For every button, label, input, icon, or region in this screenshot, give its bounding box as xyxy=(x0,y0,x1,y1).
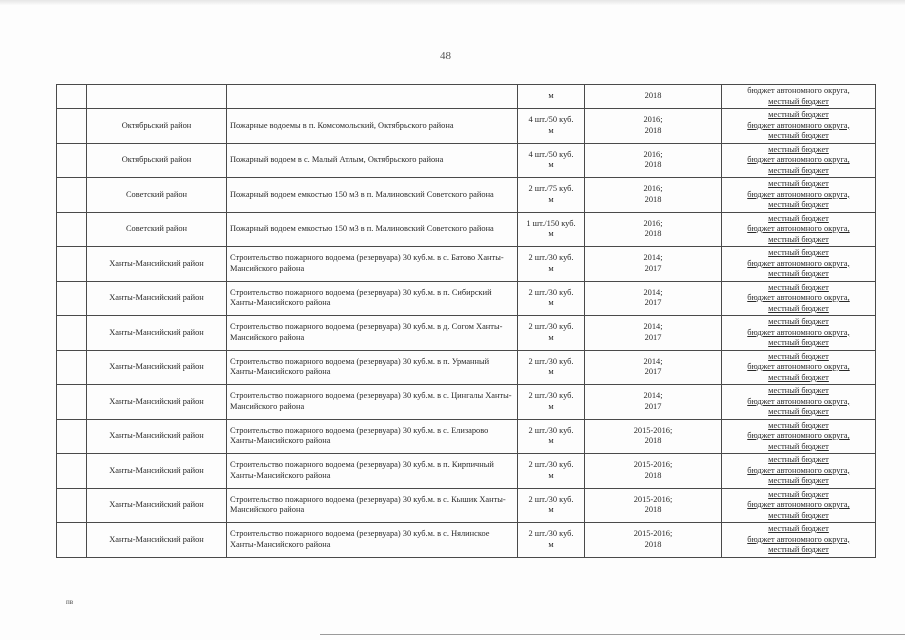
cell-years xyxy=(585,350,722,385)
cell-object: Пожарный водоем емкостью 150 м3 в п. Малиновский Советского района xyxy=(227,178,518,213)
years-line: 2014; xyxy=(643,287,663,297)
funding-line: местный бюджет xyxy=(768,269,829,278)
cell-funding-source xyxy=(722,419,876,454)
quantity-unit: м xyxy=(548,263,554,273)
table-row xyxy=(57,488,876,523)
funding-line: местный бюджет xyxy=(768,476,829,485)
quantity-unit: м xyxy=(548,401,554,411)
funding-line: местный бюджет xyxy=(768,351,829,361)
years-line: 2015-2016; xyxy=(633,460,673,470)
cell-quantity xyxy=(518,247,585,282)
funding-line: бюджет автономного округа, xyxy=(747,465,850,475)
cell-quantity xyxy=(518,178,585,213)
cell-years xyxy=(585,212,722,247)
cell-district: Ханты-Мансийский район xyxy=(87,247,227,282)
cell-quantity xyxy=(518,212,585,247)
quantity-value: 2 шт./30 куб. xyxy=(528,494,574,504)
quantity-unit: м xyxy=(548,539,554,549)
years-line: 2015-2016; xyxy=(633,529,673,539)
quantity-unit: м xyxy=(548,194,554,204)
scan-edge-top xyxy=(0,0,905,6)
funding-line: бюджет автономного округа, xyxy=(747,189,850,199)
cell-district: Советский район xyxy=(87,212,227,247)
cell-district: Ханты-Мансийский район xyxy=(87,488,227,523)
cell-quantity xyxy=(518,143,585,178)
funding-line: бюджет автономного округа, xyxy=(747,500,850,509)
table-row xyxy=(57,454,876,489)
funding-line: местный бюджет xyxy=(768,545,829,554)
cell-years xyxy=(585,281,722,316)
cell-years xyxy=(585,247,722,282)
cell-number xyxy=(57,454,87,489)
cell-district: Ханты-Мансийский район xyxy=(87,385,227,420)
quantity-value: 2 шт./30 куб. xyxy=(528,529,574,539)
cell-object xyxy=(227,85,518,109)
funding-line: местный бюджет xyxy=(768,420,829,430)
cell-number xyxy=(57,178,87,213)
quantity-value: 4 шт./50 куб. xyxy=(528,115,574,125)
funding-line: местный бюджет xyxy=(768,144,829,154)
cell-number xyxy=(57,419,87,454)
cell-years xyxy=(585,316,722,351)
cell-district: Советский район xyxy=(87,178,227,213)
facilities-table xyxy=(56,84,876,558)
years-line: 2018 xyxy=(644,436,662,446)
funding-line: местный бюджет xyxy=(768,317,829,326)
cell-quantity xyxy=(518,523,585,558)
table-row xyxy=(57,212,876,247)
cell-number xyxy=(57,85,87,109)
funding-line: местный бюджет xyxy=(768,200,829,209)
cell-number xyxy=(57,385,87,420)
years-line: 2015-2016; xyxy=(633,425,673,435)
table-row xyxy=(57,109,876,144)
footer-mark: пв xyxy=(66,598,74,606)
years-line: 2015-2016; xyxy=(633,494,673,504)
cell-district: Ханты-Мансийский район xyxy=(87,523,227,558)
cell-years xyxy=(585,523,722,558)
scan-edge-bottom xyxy=(320,634,905,635)
years-line: 2018 xyxy=(644,229,662,239)
cell-funding-source xyxy=(722,454,876,489)
cell-number xyxy=(57,316,87,351)
funding-line: местный бюджет xyxy=(768,248,829,257)
quantity-value: 2 шт./30 куб. xyxy=(528,460,574,470)
years-line: 2016; xyxy=(643,149,663,159)
cell-quantity xyxy=(518,85,585,109)
cell-funding-source xyxy=(722,488,876,523)
funding-line: бюджет автономного округа, xyxy=(747,258,850,268)
quantity-unit: м xyxy=(548,367,554,377)
funding-line: местный бюджет xyxy=(768,455,829,464)
table-row xyxy=(57,523,876,558)
cell-funding-source xyxy=(722,385,876,420)
cell-years xyxy=(585,85,722,109)
quantity-unit: м xyxy=(548,470,554,480)
funding-line: местный бюджет xyxy=(768,338,829,347)
funding-line: местный бюджет xyxy=(768,510,829,520)
funding-line: бюджет автономного округа, xyxy=(747,396,850,406)
cell-object: Строительство пожарного водоема (резервуара) 30 куб.м. в с. Цингалы Ханты-Мансийского района xyxy=(227,385,518,420)
funding-line: местный бюджет xyxy=(768,234,829,244)
cell-object: Пожарный водоем емкостью 150 м3 в п. Малиновский Советского района xyxy=(227,212,518,247)
years-line: 2018 xyxy=(644,539,662,549)
funding-line: местный бюджет xyxy=(768,303,829,313)
cell-years xyxy=(585,488,722,523)
quantity-unit: м xyxy=(548,125,554,135)
cell-quantity xyxy=(518,488,585,523)
years-line: 2018 xyxy=(644,505,662,515)
years-line: 2017 xyxy=(644,332,662,342)
cell-district: Ханты-Мансийский район xyxy=(87,281,227,316)
years-line: 2018 xyxy=(644,125,662,135)
funding-line: бюджет автономного округа, xyxy=(747,86,850,95)
cell-funding-source xyxy=(722,143,876,178)
years-line: 2016; xyxy=(643,184,663,194)
funding-line: местный бюджет xyxy=(768,213,829,223)
years-line: 2017 xyxy=(644,401,662,411)
quantity-value: 4 шт./50 куб. xyxy=(528,149,574,159)
quantity-value: 2 шт./30 куб. xyxy=(528,391,574,401)
years-line: 2016; xyxy=(643,218,663,228)
table-row xyxy=(57,316,876,351)
cell-object: Строительство пожарного водоема (резервуара) 30 куб.м. в п. Сибирский Ханты-Мансийского района xyxy=(227,281,518,316)
cell-number xyxy=(57,488,87,523)
cell-years xyxy=(585,178,722,213)
funding-line: бюджет автономного округа, xyxy=(747,431,850,440)
cell-number xyxy=(57,350,87,385)
cell-district: Октябрьский район xyxy=(87,109,227,144)
funding-line: местный бюджет xyxy=(768,372,829,382)
funding-line: бюджет автономного округа, xyxy=(747,362,850,371)
cell-quantity xyxy=(518,350,585,385)
years-line: 2018 xyxy=(644,160,662,170)
cell-funding-source xyxy=(722,523,876,558)
cell-quantity xyxy=(518,419,585,454)
years-line: 2017 xyxy=(644,298,662,308)
table-row xyxy=(57,281,876,316)
quantity-unit: м xyxy=(548,436,554,446)
table-row xyxy=(57,385,876,420)
quantity-value: 2 шт./30 куб. xyxy=(528,287,574,297)
funding-line: местный бюджет xyxy=(768,407,829,416)
years-line: 2016; xyxy=(643,115,663,125)
cell-object: Строительство пожарного водоема (резервуара) 30 куб.м. в с. Батово Ханты-Мансийского района xyxy=(227,247,518,282)
table-row xyxy=(57,247,876,282)
funding-line: местный бюджет xyxy=(768,282,829,292)
funding-line: местный бюджет xyxy=(768,386,829,395)
funding-line: местный бюджет xyxy=(768,524,829,533)
cell-object: Строительство пожарного водоема (резервуара) 30 куб.м. в с. Нялинское Ханты-Мансийского района xyxy=(227,523,518,558)
funding-line: местный бюджет xyxy=(768,489,829,499)
cell-object: Строительство пожарного водоема (резервуара) 30 куб.м. в с. Елизарово Ханты-Мансийского района xyxy=(227,419,518,454)
cell-number xyxy=(57,523,87,558)
years-line: 2017 xyxy=(644,263,662,273)
cell-years xyxy=(585,419,722,454)
cell-quantity xyxy=(518,385,585,420)
cell-district: Ханты-Мансийский район xyxy=(87,350,227,385)
cell-funding-source xyxy=(722,316,876,351)
cell-object: Строительство пожарного водоема (резервуара) 30 куб.м. в с. Кышик Ханты-Мансийского района xyxy=(227,488,518,523)
cell-district xyxy=(87,85,227,109)
cell-number xyxy=(57,212,87,247)
quantity-value: 2 шт./75 куб. xyxy=(528,184,574,194)
cell-object: Пожарные водоемы в п. Комсомольский, Октябрьского района xyxy=(227,109,518,144)
funding-line: местный бюджет xyxy=(768,96,829,106)
cell-years xyxy=(585,454,722,489)
page-number: 48 xyxy=(440,50,451,62)
funding-line: местный бюджет xyxy=(768,110,829,119)
cell-object: Строительство пожарного водоема (резервуара) 30 куб.м. в п. Кирпичный Ханты-Мансийского района xyxy=(227,454,518,489)
funding-line: местный бюджет xyxy=(768,131,829,140)
funding-line: местный бюджет xyxy=(768,179,829,188)
cell-number xyxy=(57,109,87,144)
cell-funding-source xyxy=(722,109,876,144)
years-line: 2014; xyxy=(643,356,663,366)
quantity-value: 2 шт./30 куб. xyxy=(528,425,574,435)
quantity-value: 2 шт./30 куб. xyxy=(528,253,574,263)
funding-line: местный бюджет xyxy=(768,165,829,175)
quantity-unit: м xyxy=(548,332,554,342)
cell-funding-source xyxy=(722,212,876,247)
table-body xyxy=(57,85,876,558)
cell-funding-source xyxy=(722,247,876,282)
cell-object: Пожарный водоем в с. Малый Атлым, Октябрьского района xyxy=(227,143,518,178)
cell-quantity xyxy=(518,281,585,316)
funding-line: бюджет автономного округа, xyxy=(747,293,850,302)
years-line: 2014; xyxy=(643,391,663,401)
cell-funding-source xyxy=(722,281,876,316)
table-row xyxy=(57,143,876,178)
cell-number xyxy=(57,281,87,316)
funding-line: бюджет автономного округа, xyxy=(747,120,850,130)
table-row xyxy=(57,178,876,213)
years-line: 2017 xyxy=(644,367,662,377)
quantity-unit: м xyxy=(548,505,554,515)
cell-district: Октябрьский район xyxy=(87,143,227,178)
funding-line: бюджет автономного округа, xyxy=(747,155,850,164)
quantity-unit: м xyxy=(548,229,554,239)
quantity-unit: м xyxy=(548,160,554,170)
cell-object: Строительство пожарного водоема (резервуара) 30 куб.м. в п. Урманный Ханты-Мансийского района xyxy=(227,350,518,385)
table-row-continuation xyxy=(57,85,876,109)
years-line: 2018 xyxy=(644,91,662,101)
table-row xyxy=(57,350,876,385)
cell-number xyxy=(57,143,87,178)
quantity-unit: м xyxy=(548,91,554,101)
cell-number xyxy=(57,247,87,282)
years-line: 2014; xyxy=(643,322,663,332)
cell-funding-source xyxy=(722,350,876,385)
quantity-unit: м xyxy=(548,298,554,308)
cell-object: Строительство пожарного водоема (резервуара) 30 куб.м. в д. Согом Ханты-Мансийского района xyxy=(227,316,518,351)
cell-quantity xyxy=(518,454,585,489)
cell-funding-source xyxy=(722,85,876,109)
cell-years xyxy=(585,143,722,178)
quantity-value: 2 шт./30 куб. xyxy=(528,322,574,332)
funding-line: местный бюджет xyxy=(768,441,829,451)
years-line: 2018 xyxy=(644,194,662,204)
cell-district: Ханты-Мансийский район xyxy=(87,454,227,489)
cell-district: Ханты-Мансийский район xyxy=(87,419,227,454)
cell-years xyxy=(585,109,722,144)
cell-funding-source xyxy=(722,178,876,213)
funding-line: бюджет автономного округа, xyxy=(747,327,850,337)
funding-line: бюджет автономного округа, xyxy=(747,534,850,544)
years-line: 2018 xyxy=(644,470,662,480)
cell-quantity xyxy=(518,316,585,351)
table-row xyxy=(57,419,876,454)
quantity-value: 1 шт./150 куб. xyxy=(526,218,576,228)
funding-line: бюджет автономного округа, xyxy=(747,224,850,233)
cell-district: Ханты-Мансийский район xyxy=(87,316,227,351)
cell-quantity xyxy=(518,109,585,144)
years-line: 2014; xyxy=(643,253,663,263)
quantity-value: 2 шт./30 куб. xyxy=(528,356,574,366)
cell-years xyxy=(585,385,722,420)
